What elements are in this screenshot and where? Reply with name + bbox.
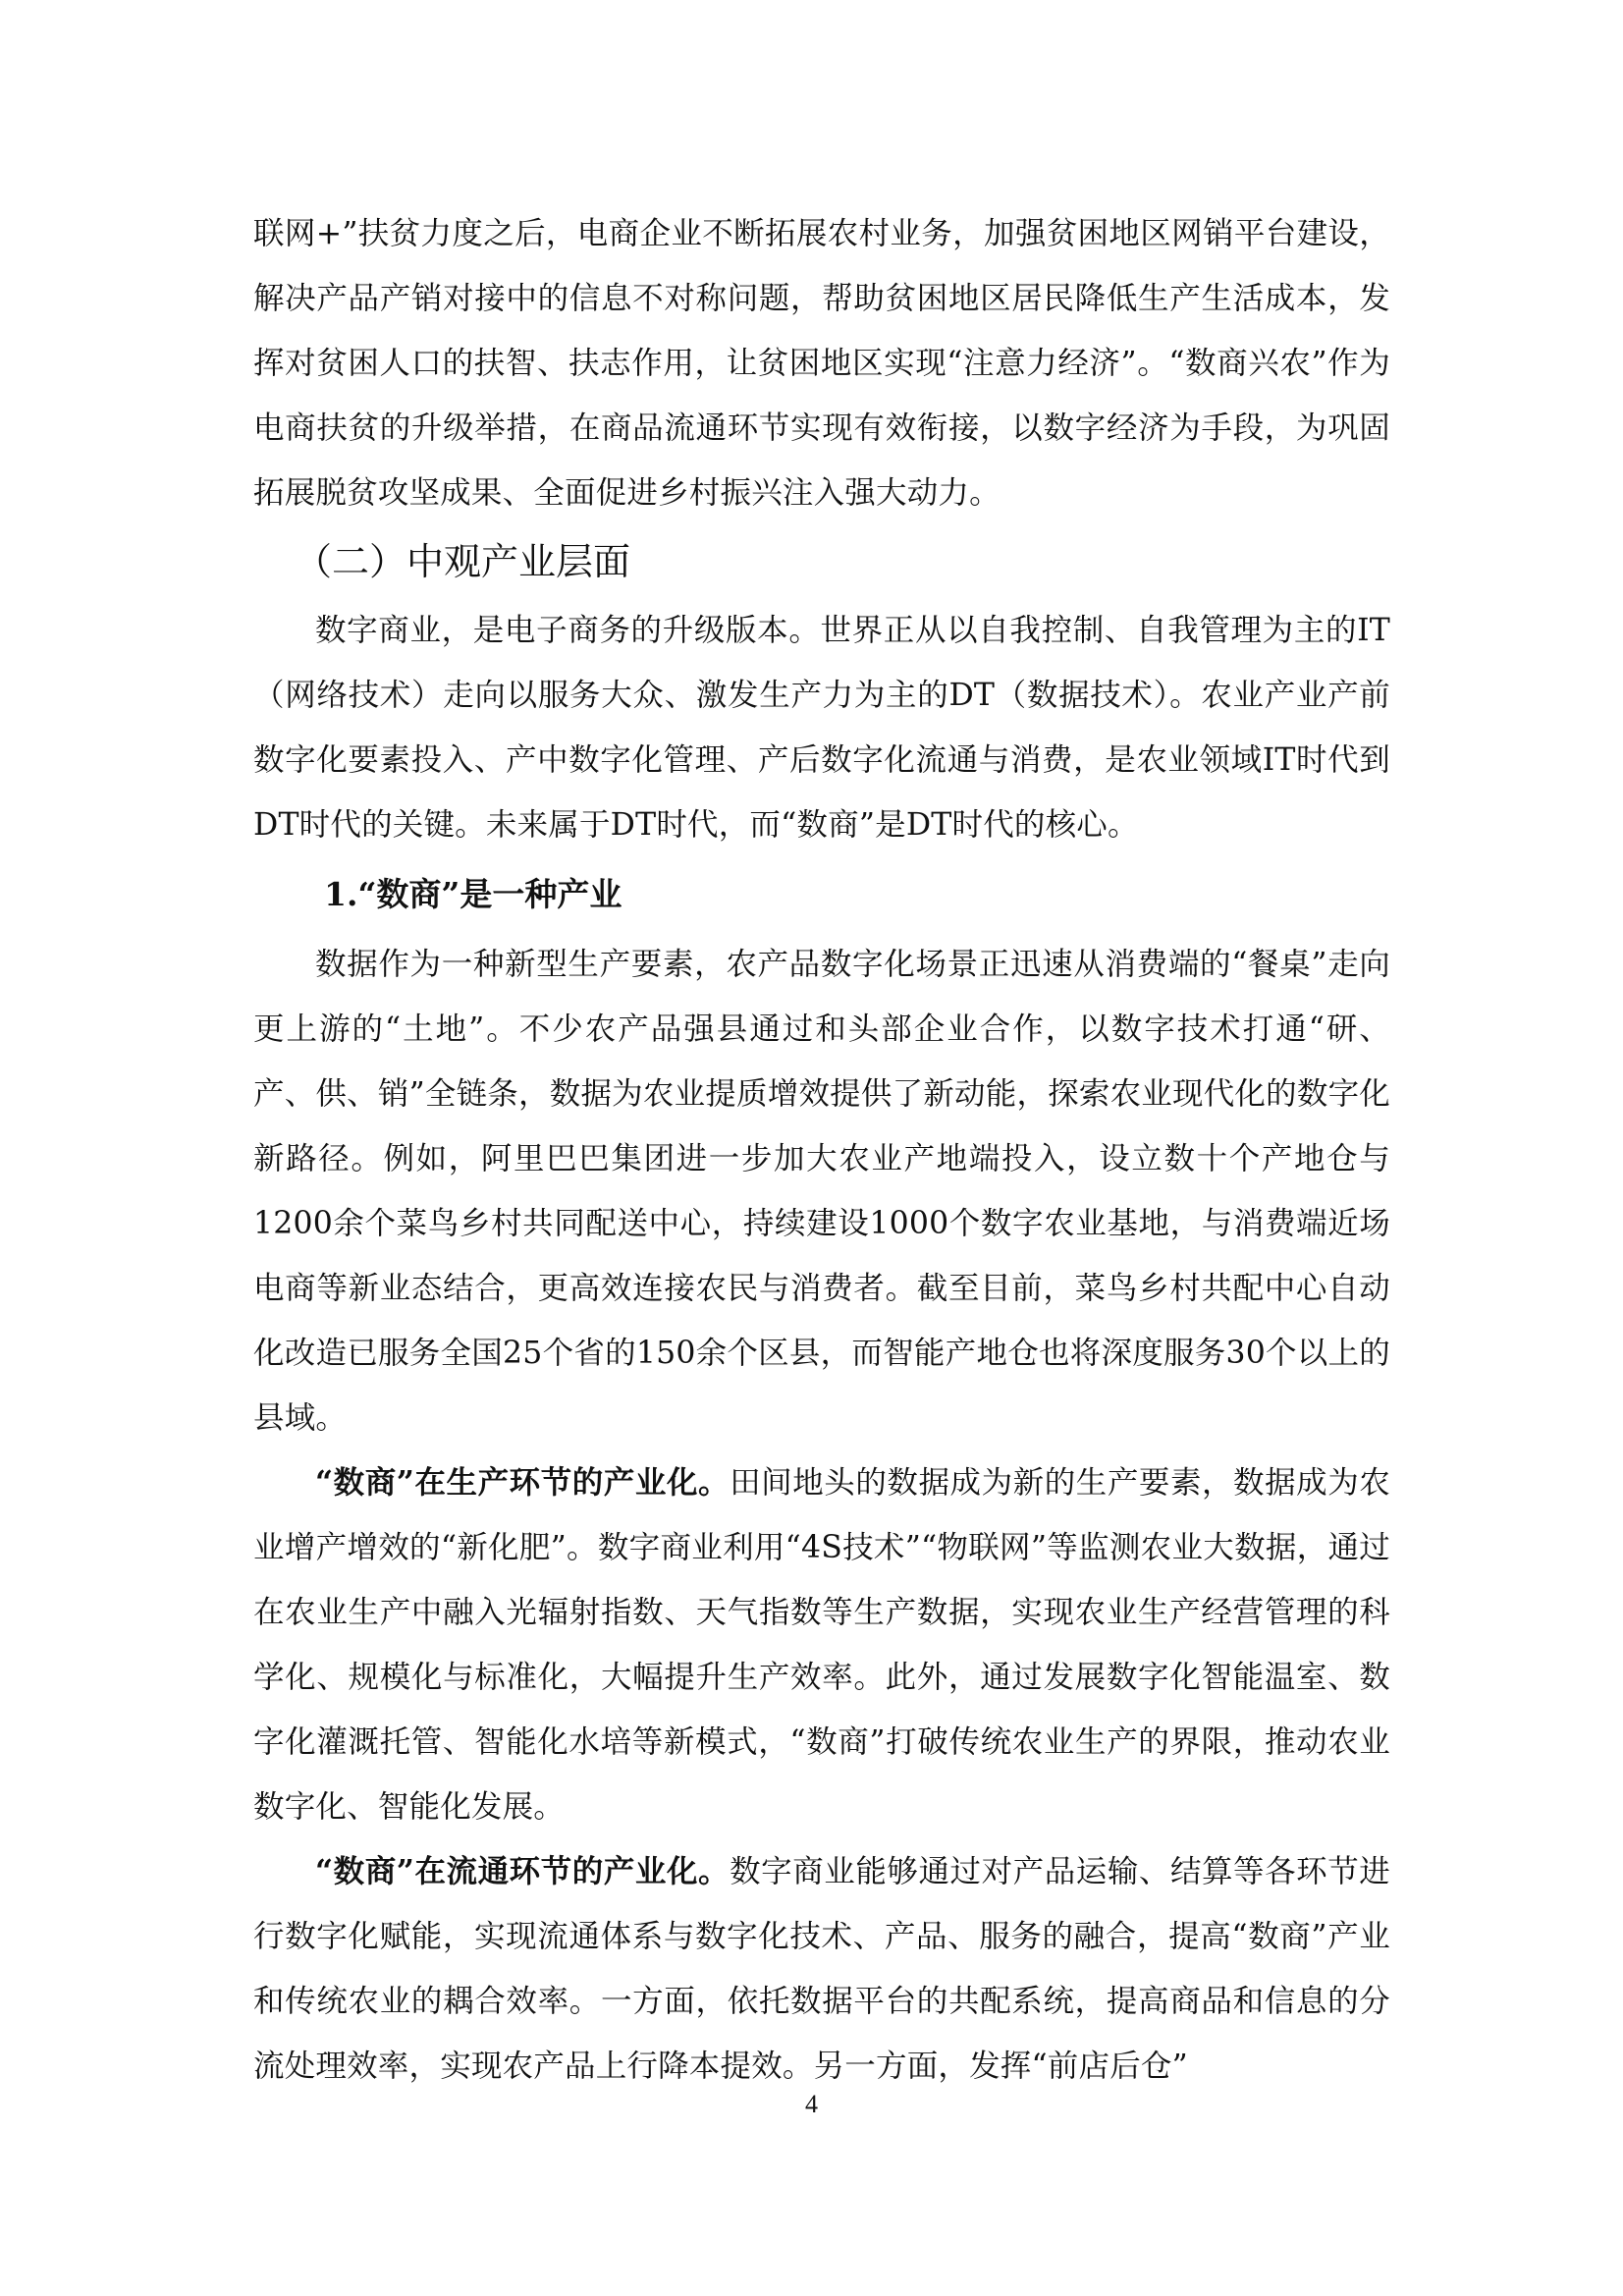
body-paragraph: 数字商业，是电子商务的升级版本。世界正从以自我控制、自我管理为主的IT（网络技术）走向以服务大众、激发生产力为主的DT（数据技术）。农业产业产前数字化要素投入、产中数字化管理、产后数字化流通与消费，是农业领域IT时代到DT时代的关键。未来属于DT时代，而“数商”是DT时代的核心。	[253, 613, 1390, 843]
body-paragraph: 数据作为一种新型生产要素，农产品数字化场景正迅速从消费端的“餐桌”走向更上游的“土地”。不少农产品强县通过和头部企业合作，以数字技术打通“研、产、供、销”全链条，数据为农业提质增效提供了新动能，探索农业现代化的数字化新路径。例如，阿里巴巴集团进一步加大农业产地端投入，设立数十个产地仓与1200余个菜鸟乡村共同配送中心，持续建设1000个数字农业基地，与消费端近场电商等新业态结合，更高效连接农民与消费者。截至目前，菜鸟乡村共配中心自动化改造已服务全国25个省的150余个区县，而智能产地仓也将深度服务30个以上的县域。	[253, 947, 1390, 1436]
body-paragraph	[253, 1839, 1390, 2099]
section-heading: （二）中观产业层面	[295, 540, 631, 583]
subsection-heading: 1.“数商”是一种产业	[324, 875, 622, 913]
paragraph-text: 田间地头的数据成为新的生产要素，数据成为农业增产增效的“新化肥”。数字商业利用“4S技术”“物联网”等监测农业大数据，通过在农业生产中融入光辐射指数、天气指数等生产数据，实现农业生产经营管理的科学化、规模化与标准化，大幅提升生产效率。此外，通过发展数字化智能温室、数字化灌溉托管、智能化水培等新模式，“数商”打破传统农业生产的界限，推动农业数字化、智能化发展。	[253, 1465, 1391, 1825]
page-content	[253, 201, 1390, 2099]
page-number: 4	[805, 2090, 818, 2118]
body-paragraph: 联网+”扶贫力度之后，电商企业不断拓展农村业务，加强贫困地区网销平台建设，解决产品产销对接中的信息不对称问题，帮助贫困地区居民降低生产生活成本，发挥对贫困人口的扶智、扶志作用，让贫困地区实现“注意力经济”。“数商兴农”作为电商扶贫的升级举措，在商品流通环节实现有效衔接，以数字经济为手段，为巩固拓展脱贫攻坚成果、全面促进乡村振兴注入强大动力。	[253, 216, 1390, 511]
body-paragraph	[253, 1450, 1390, 1839]
paragraph-lead: “数商”在流通环节的产业化。	[315, 1853, 730, 1889]
paragraph-lead: “数商”在生产环节的产业化。	[315, 1464, 730, 1501]
paragraph-text: 数字商业能够通过对产品运输、结算等各环节进行数字化赋能，实现流通体系与数字化技术、产品、服务的融合，提高“数商”产业和传统农业的耦合效率。一方面，依托数据平台的共配系统，提高商品和信息的分流处理效率，实现农产品上行降本提效。另一方面，发挥“前店后仓”	[253, 1854, 1391, 2084]
